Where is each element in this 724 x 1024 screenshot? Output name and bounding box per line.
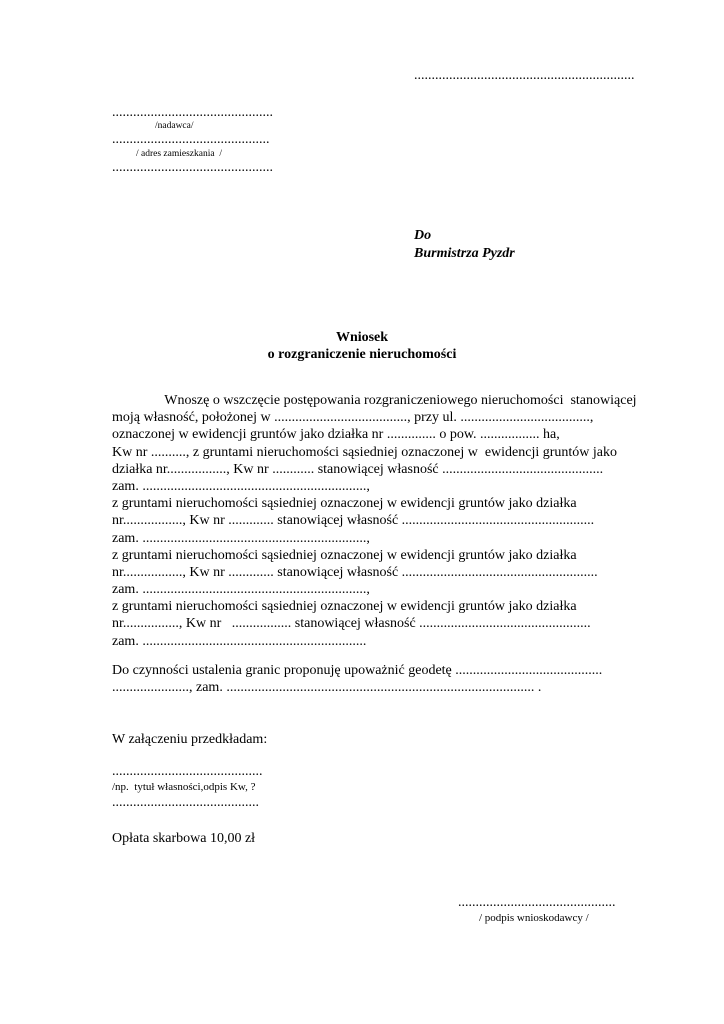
attachment-line-2: .......................................... [112, 795, 259, 810]
attachments-heading: W załączeniu przedkładam: [112, 732, 268, 747]
body-line: zam. ................................................................, [112, 530, 370, 546]
geodeta-line: ......................, zam. ........................................................................................ . [112, 680, 542, 696]
geodeta-line: Do czynności ustalenia granic proponuję upoważnić geodetę .......................................... [112, 663, 603, 678]
body-line: z gruntami nieruchomości sąsiedniej oznaczonej w ewidencji gruntów jako działka [112, 496, 577, 512]
body-line: nr................., Kw nr ............. stanowiącej własność ....................................................... [112, 513, 595, 529]
attachment-line: ........................................... [112, 764, 263, 779]
signature-label: / podpis wnioskodawcy / [479, 912, 589, 924]
stamp-fee: Opłata skarbowa 10,00 zł [112, 831, 256, 846]
attachment-note: /np. tytuł własności,odpis Kw, ? [112, 781, 256, 793]
body-line: Kw nr .........., z gruntami nieruchomości sąsiedniej oznaczonej w ewidencji gruntów jako [112, 444, 618, 460]
body-line: oznaczonej w ewidencji gruntów jako działka nr .............. o pow. ................. ha, [112, 427, 560, 443]
sender-line: .............................................. [112, 105, 273, 120]
body-line: zam. ................................................................ [112, 633, 367, 649]
document-subtitle: o rozgraniczenie nieruchomości [267, 347, 457, 362]
sender-label: /nadawca/ [155, 121, 194, 131]
address-line-2: .............................................. [112, 160, 273, 175]
address-label: / adres zamieszkania / [136, 149, 222, 159]
body-line: zam. ................................................................, [112, 478, 370, 494]
recipient-name: Burmistrza Pyzdr [414, 246, 515, 261]
body-line: moją własność, położonej w ......................................, przy ul. ....................................., [112, 410, 594, 426]
recipient-to: Do [414, 228, 432, 243]
body-line: działka nr................., Kw nr ............ stanowiącej własność .............................................. [112, 461, 604, 477]
address-line: ............................................. [112, 132, 270, 147]
signature-line: ............................................. [458, 895, 616, 910]
request-body [112, 392, 657, 650]
place-date-line: ............................................................... [414, 68, 635, 83]
body-line: Wnoszę o wszczęcie postępowania rozgraniczeniowego nieruchomości stanowiącej [112, 393, 637, 408]
geodeta-paragraph [112, 662, 657, 696]
body-line: z gruntami nieruchomości sąsiedniej oznaczonej w ewidencji gruntów jako działka [112, 599, 577, 615]
document-title: Wniosek [335, 330, 389, 345]
body-line: nr................., Kw nr ............. stanowiącej własność ........................................................ [112, 564, 598, 580]
body-line: zam. ................................................................, [112, 582, 370, 598]
body-line: z gruntami nieruchomości sąsiedniej oznaczonej w ewidencji gruntów jako działka [112, 547, 577, 563]
body-line: nr................, Kw nr ................. stanowiącej własność ................................................. [112, 616, 591, 632]
